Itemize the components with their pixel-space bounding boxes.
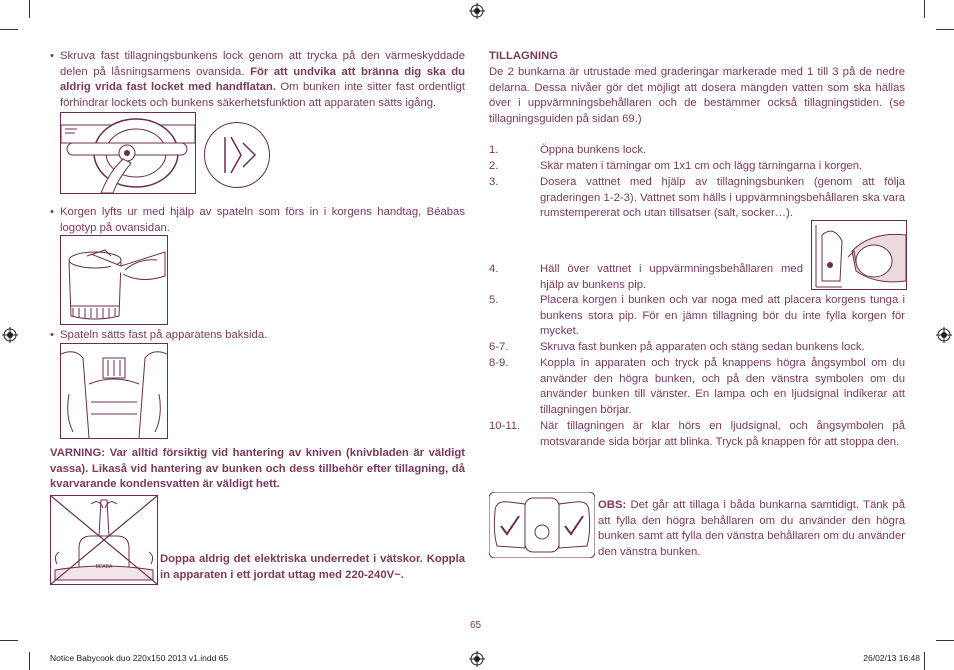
registration-mark-icon — [2, 327, 18, 343]
push-turn-symbol — [204, 122, 270, 188]
bullet-lid: • Skruva fast tillagningsbunkens lock genom att trycka på den värmeskyddade delen på låsningsarmens ovansida. För att undvika att bränna dig ska du aldrig vrida fast locket med handflatan. Om bunken inte sitter fast ordentligt förhindrar lockets och bunkens säkerhetsfunktion att apparaten sätts igång. — [50, 50, 465, 109]
warning-text: VARNING: Var alltid försiktig vid hantering av kniven (knivbladen är väldigt vassa). Likaså vid hantering av bunken och dess tillbehör efter tillagning, då kvarvarande kondensvatten är väldigt hett. — [50, 447, 465, 490]
registration-mark-icon — [469, 3, 485, 19]
illustration-lid-locking — [60, 112, 196, 194]
crop-mark — [0, 640, 18, 641]
illustration-spatula-back — [60, 343, 168, 439]
footer-timestamp: 26/02/13 16:48 — [863, 653, 920, 663]
registration-mark-icon — [469, 651, 485, 667]
obs-note — [598, 498, 905, 560]
list-item: 8-9. Koppla in apparaten och tryck på knappens högra ångsymbol om du använder den högra bunken, och på den vänstra symbolen om du använder bunken till vänster. En lampa och en ljudsignal indikerar att tillagningen börjar. — [489, 357, 905, 416]
bullet-spatula: • Spateln sätts fast på apparatens baksida. — [50, 329, 268, 341]
registration-mark-icon — [936, 327, 952, 343]
bullet-basket: • Korgen lyfts ur med hjälp av spateln som förs in i korgens handtag, Béabas logotyp på ovansidan. — [50, 206, 465, 234]
lock-arrows-icon — [205, 123, 269, 187]
list-item: 1. Öppna bunkens lock. — [489, 144, 647, 156]
list-item: 4. Häll över vattnet i uppvärmningsbehållaren med hjälp av bunkens pip. — [489, 263, 803, 291]
obs-label: OBS: — [598, 499, 627, 511]
footer-filename: Notice Babycook duo 220x150 2013 v1.indd 65 — [50, 653, 229, 663]
illustration-dual-bowls — [489, 492, 595, 558]
warning-electric-text: Doppa aldrig det elektriska underredet i vätskor. Koppla in apparaten i ett jordat uttag med 220-240V~. — [160, 553, 465, 581]
device-brand-text: BÉABA — [95, 564, 113, 570]
section-heading: TILLAGNING — [489, 50, 559, 62]
list-item: 2. Skär maten i tärningar om 1x1 cm och lägg tärningarna i korgen. — [489, 160, 863, 172]
crop-mark — [936, 640, 954, 641]
intro-paragraph: De 2 bunkarna är utrustade med graderingar markerade med 1 till 3 på de nedre delarna. Dessa nivåer gör det möjligt att dosera mängden vatten som ska hällas över i uppvärmningsbehållaren och de bestämmer också tillagningstiden. (se tillagningsguiden på sidan 69.) — [489, 66, 905, 125]
list-item: 10-11. När tillagningen är klar hörs en ljudsignal, och ångsymbolen på motsvarande sida börjar att blinka. Tryck på knappen för att stoppa den. — [489, 420, 905, 448]
illustration-no-water — [50, 495, 158, 585]
crop-mark — [936, 29, 954, 30]
list-item: 5. Placera korgen i bunken och var noga med att placera korgens tunga i bunkens stora pip. För en jämn tillagning bör du inte fylla korgen för mycket. — [489, 294, 905, 337]
crop-mark — [29, 652, 30, 670]
illustration-basket-lift — [60, 235, 168, 325]
crop-mark — [924, 0, 925, 18]
list-item: 6-7. Skruva fast bunken på apparaten och stäng sedan bunkens lock. — [489, 341, 865, 353]
page-number: 65 — [470, 620, 482, 631]
list-item: 3. Dosera vattnet med hjälp av tillagningsbunken (genom att följa graderingen 1-2-3). Vattnet som hälls i uppvärmningsbehållaren ska vara rumstempererat och utan tillsatser (salt, socker…). — [489, 176, 905, 219]
illustration-pour-water — [811, 220, 907, 290]
crop-mark — [0, 29, 18, 30]
crop-mark — [29, 0, 30, 18]
crop-mark — [924, 652, 925, 670]
obs-text: Det går att tillaga i båda bunkarna samtidigt. Tänk på att fylla den högra behållaren om du använder den högra bunken samt att fylla den vänstra behållaren om du använder den vänstra bunken. — [598, 499, 905, 558]
